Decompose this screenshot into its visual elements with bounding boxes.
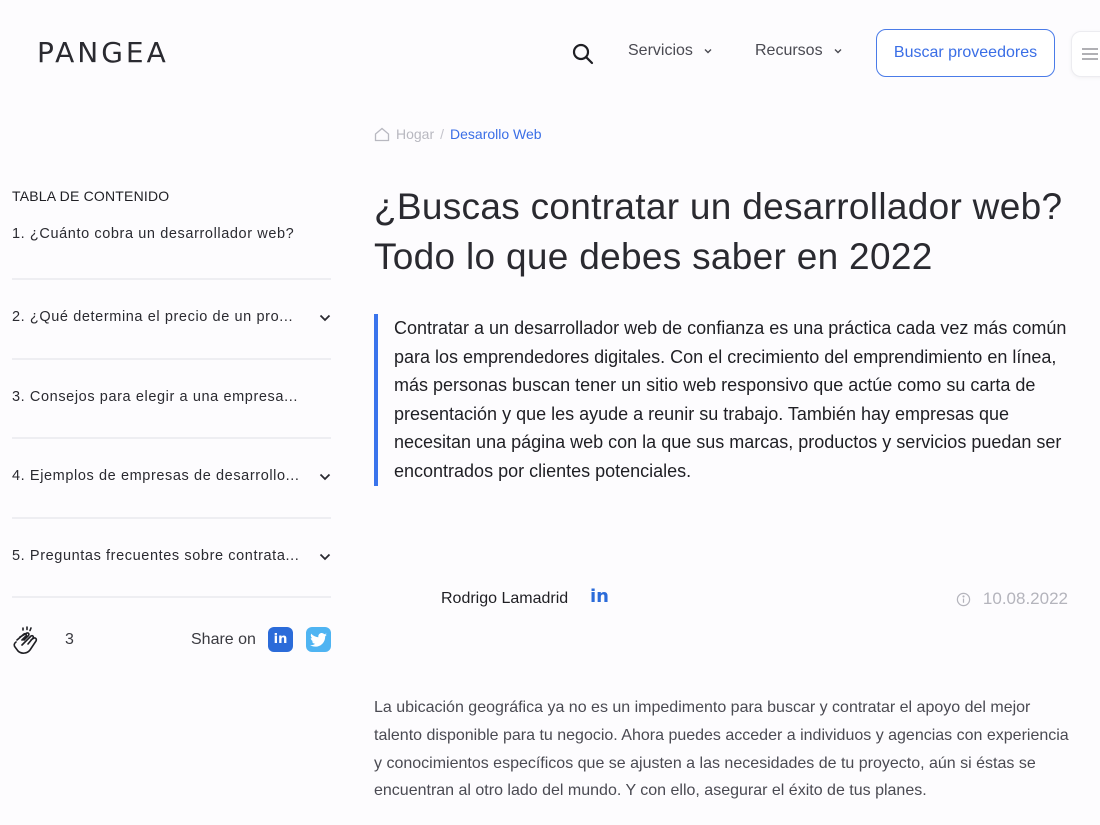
chevron-down-icon[interactable]: [319, 552, 331, 562]
breadcrumb-home[interactable]: [374, 126, 434, 142]
info-icon: [956, 592, 971, 607]
toc-item-2[interactable]: [12, 280, 331, 360]
chevron-down-icon[interactable]: [319, 313, 331, 323]
share-label: Share on: [191, 631, 256, 648]
toc-item-label: 2. ¿Qué determina el precio de un pro...: [12, 309, 294, 325]
hamburger-icon: [1082, 47, 1098, 61]
toc-item-label: 4. Ejemplos de empresas de desarrollo...: [12, 468, 300, 484]
author-row: [374, 586, 1068, 614]
clap-count: 3: [65, 631, 74, 648]
home-icon: [374, 127, 390, 142]
article-title: [374, 182, 1084, 282]
toc-item-5[interactable]: [12, 519, 331, 599]
nav-servicios[interactable]: [628, 42, 713, 60]
menu-button[interactable]: [1071, 31, 1100, 77]
article-lead-quote: Contratar a un desarrollador web de confianza es una práctica cada vez más común para los emprendedores digitales. Con el crecimiento del emprendimiento en línea, más personas buscan tener un sitio web responsivo que actúe como su carta de presentación y que les ayude a reunir su trabajo. También hay empresas que necesitan una página web con la que sus marcas, productos y servicios puedan ser encontrados por clientes potenciales.: [374, 314, 1074, 486]
nav-recursos-label: Recursos: [755, 42, 823, 59]
breadcrumb-current[interactable]: Desarollo Web: [450, 126, 542, 142]
table-of-contents: [12, 188, 331, 598]
publish-date: [956, 589, 1068, 609]
search-icon[interactable]: [571, 42, 595, 66]
toc-item-label: 1. ¿Cuánto cobra un desarrollador web?: [12, 226, 295, 242]
toc-title: TABLA DE CONTENIDO: [12, 188, 170, 204]
toc-item-4[interactable]: [12, 439, 331, 519]
publish-date-value: 10.08.2022: [982, 589, 1068, 608]
linkedin-icon: in: [273, 632, 288, 647]
chevron-down-icon: [833, 46, 843, 56]
clap-icon[interactable]: [12, 626, 40, 656]
breadcrumb-home-label: Hogar: [396, 126, 435, 142]
linkedin-icon[interactable]: in: [590, 586, 609, 607]
chevron-down-icon[interactable]: [319, 472, 331, 482]
article-title-line2: Todo lo que debes saber en 2022: [374, 236, 933, 277]
share-twitter-button[interactable]: [306, 627, 331, 652]
article-body-paragraph: La ubicación geográfica ya no es un impedimento para buscar y contratar el apoyo del mejor talento disponible para tu negocio. Ahora puedes acceder a individuos y agencias con experiencia y conocimientos específicos que se ajusten a las necesidades de tu proyecto, aún si éstas se encuentran al otro lado del mundo. Y con ello, asegurar el éxito de tus planes.: [374, 699, 1069, 800]
toc-item-label: 3. Consejos para elegir a una empresa...: [12, 388, 298, 405]
nav-recursos[interactable]: [755, 42, 843, 60]
breadcrumb: [374, 126, 542, 142]
toc-list: [12, 226, 331, 598]
toc-item-label: 5. Preguntas frecuentes sobre contrata...: [12, 547, 300, 564]
author-name[interactable]: Rodrigo Lamadrid: [441, 590, 569, 607]
breadcrumb-separator: /: [440, 126, 445, 142]
share-linkedin-button[interactable]: [268, 627, 293, 652]
toc-item-3[interactable]: [12, 360, 331, 440]
article-title-line1: ¿Buscas contratar un desarrollador web?: [374, 186, 1063, 227]
nav-servicios-label: Servicios: [628, 42, 693, 59]
engagement-bar: [12, 626, 331, 656]
find-providers-button[interactable]: Buscar proveedores: [876, 29, 1055, 77]
toc-item-1[interactable]: [12, 226, 331, 280]
chevron-down-icon: [703, 46, 713, 56]
logo[interactable]: PANGEA: [37, 36, 169, 69]
site-header: [0, 0, 1100, 108]
twitter-icon: [310, 633, 327, 647]
